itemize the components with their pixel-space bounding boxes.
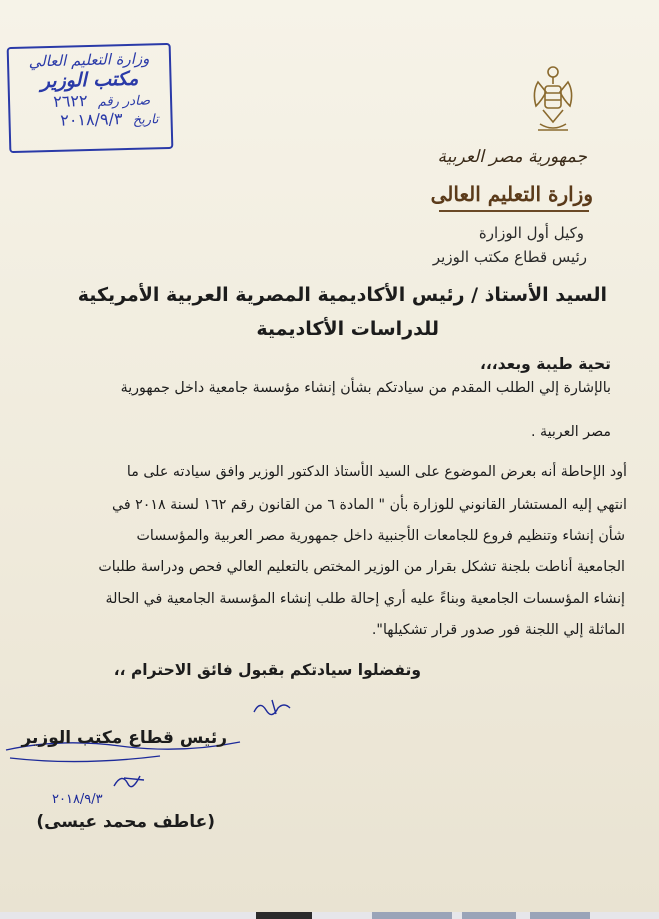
deputy-title: وكيل أول الوزارة xyxy=(478,224,584,242)
paragraph-1-line-2: مصر العربية . xyxy=(530,424,611,440)
closing-line: وتفضلوا سيادتكم بقبول فائق الاحترام ،، xyxy=(113,661,421,679)
paragraph-2-line-2: انتهي إليه المستشار القانوني للوزارة بأن " المادة ٦ من القانون رقم ١٦٢ لسنة ٢٠١٨ في xyxy=(112,497,627,513)
stamp-office: مكتب الوزير xyxy=(40,67,139,93)
signer-name: (عاطف محمد عيسى) xyxy=(36,812,215,832)
office-chief-title: رئيس قطاع مكتب الوزير xyxy=(432,248,587,266)
ministry-name: وزارة التعليم العالى xyxy=(430,182,593,206)
paragraph-2-line-3: شأن إنشاء وتنظيم فروع للجامعات الأجنبية داخل جمهورية مصر العربية والمؤسسات xyxy=(136,528,625,544)
stamp-outgoing xyxy=(10,91,170,111)
paragraph-1-line-1: بالإشارة إلي الطلب المقدم من سيادتكم بشأن إنشاء مؤسسة جامعية داخل جمهورية xyxy=(120,380,611,396)
stamp-date: ٢٠١٨/٩/٣ xyxy=(59,109,123,130)
taskbar-thumb[interactable] xyxy=(372,912,452,919)
header-divider xyxy=(439,210,589,212)
stamp-date-row xyxy=(10,110,170,130)
paragraph-2-line-1: أود الإحاطة أنه بعرض الموضوع على السيد الأستاذ الدكتور الوزير وافق سيادته على ما xyxy=(126,464,627,480)
addressee-line-2: للدراسات الأكاديمية xyxy=(256,318,439,340)
taskbar-thumb[interactable] xyxy=(462,912,516,919)
taskbar-thumb[interactable] xyxy=(256,912,312,919)
paragraph-2-line-4: الجامعية أناطت بلجنة تشكل بقرار من الوزير المختص بالتعليم العالي فحص ودراسة طلبات xyxy=(98,559,625,575)
stamp-ministry: وزارة التعليم العالي xyxy=(28,49,150,71)
greeting: تحية طيبة وبعد،،، xyxy=(480,355,611,373)
republic-name: جمهورية مصر العربية xyxy=(437,147,587,167)
paragraph-2-line-6: الماثلة إلي اللجنة فور صدور قرار تشكيلها". xyxy=(371,622,625,638)
stamp-outgoing-number: ٢٦٢٢ xyxy=(52,91,88,111)
office-stamp xyxy=(7,43,174,153)
initials-scribble-icon xyxy=(250,694,298,720)
stamp-date-label: تاريخ xyxy=(132,112,159,128)
stamp-outgoing-label: صادر رقم xyxy=(97,93,151,110)
taskbar-thumb[interactable] xyxy=(530,912,590,919)
eagle-emblem-icon xyxy=(528,62,578,142)
addressee-line-1: السيد الأستاذ / رئيس الأكاديمية المصرية العربية الأمريكية xyxy=(77,284,607,306)
paragraph-2-line-5: إنشاء المؤسسات الجامعية وبناءً عليه أري إحالة طلب إنشاء المؤسسة الجامعية في الحالة xyxy=(105,591,625,607)
signature-mark-icon xyxy=(110,768,150,794)
signature-date: ٢٠١٨/٩/٣ xyxy=(52,792,103,807)
signer-title: رئيس قطاع مكتب الوزير xyxy=(21,728,227,748)
